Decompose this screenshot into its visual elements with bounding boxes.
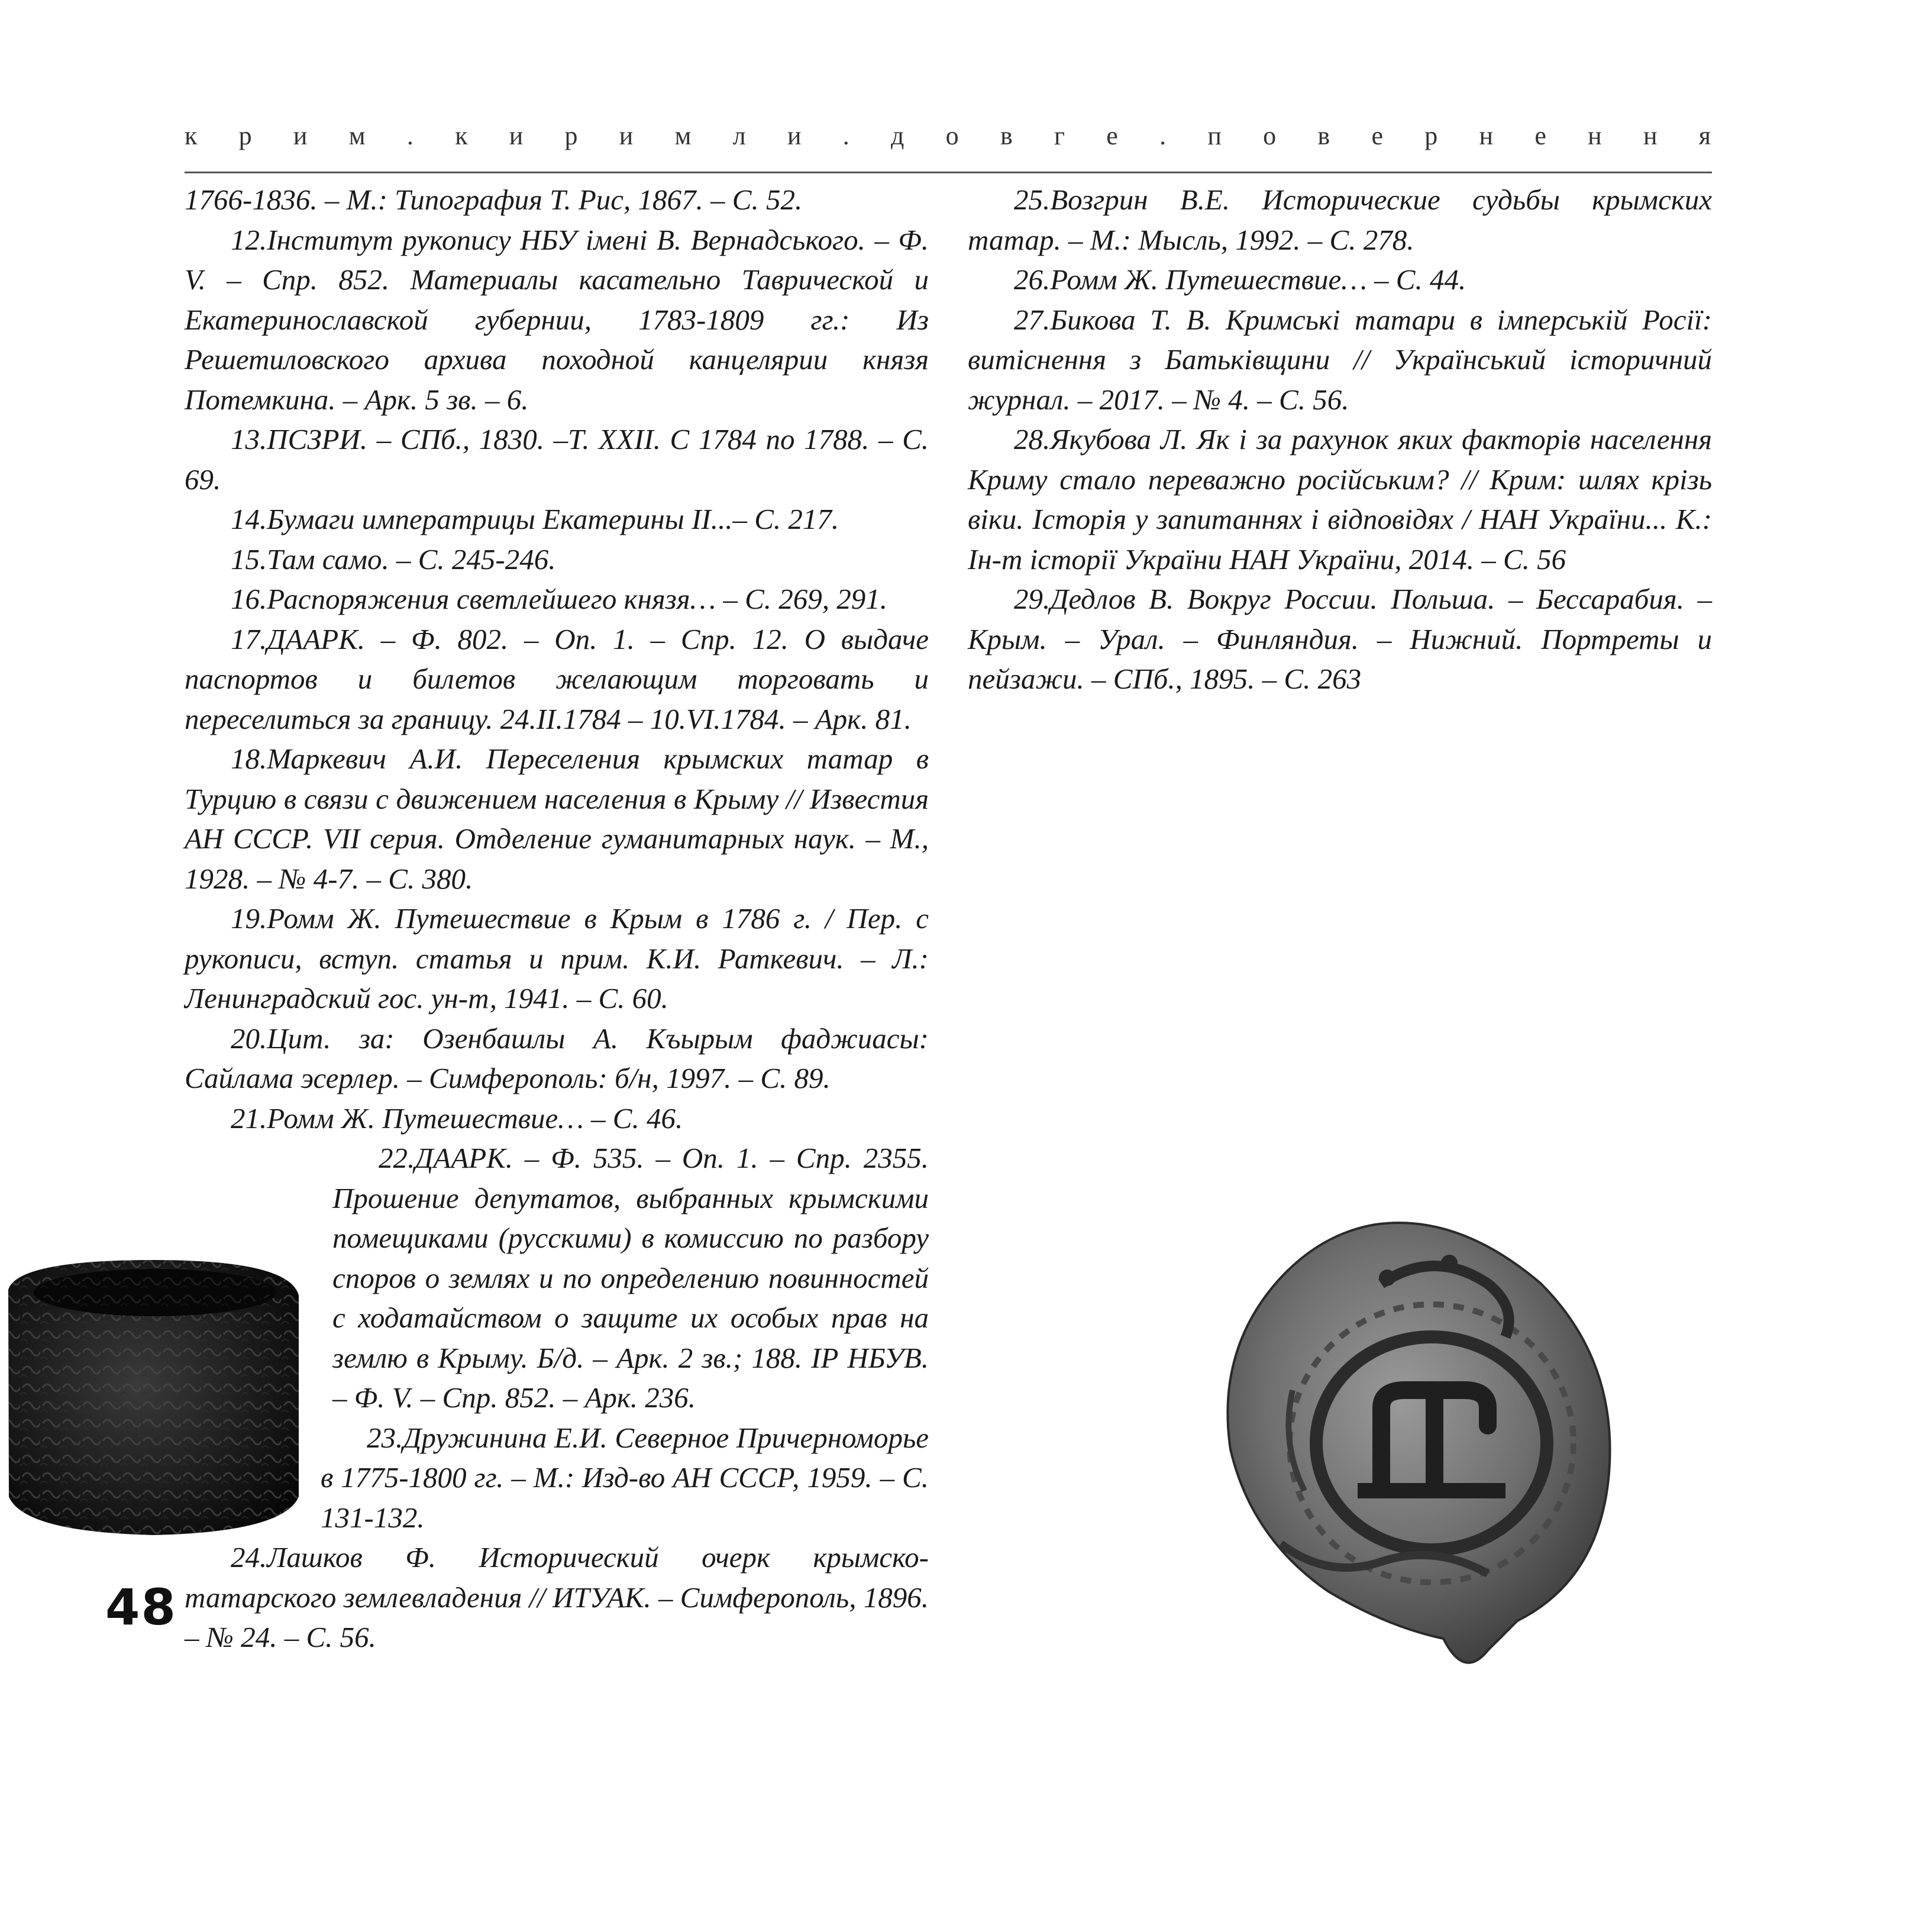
- footnote-item: 22.ДААРК. – Ф. 535. – Оп. 1. – Спр. 2355. Прошение депутатов, выбранных крымскими помещиками (русскими) в комиссию по разбору споров о землях и по определению повинностей с ходатайством о защите их особых прав на землю в Крыму. Б/д. – Арк. 2 зв.; 188. ІР НБУВ. – Ф. V. – Спр. 852. – Арк. 236.: [332, 1142, 929, 1414]
- footnote-item: 19.Ромм Ж. Путешествие в Крым в 1786 г. / Пер. с рукописи, вступ. статья и прим. К.И. Раткевич. – Л.: Ленинградский гос. ун-т, 1941. – С. 60.: [185, 902, 929, 1015]
- footnote-item: 13.ПСЗРИ. – СПб., 1830. –Т. XXII. С 1784 по 1788. – С. 69.: [185, 423, 929, 496]
- footnote-item: 23.Дружинина Е.И. Северное Причерноморье в 1775-1800 гг. – М.: Изд-во АН СССР, 1959. – С. 131-132.: [321, 1421, 929, 1534]
- footnote-item: 15.Там само. – С. 245-246.: [231, 542, 556, 576]
- fur-hat-image: [0, 1236, 308, 1544]
- footnote-item: 16.Распоряжения светлейшего князя… – С. 269, 291.: [231, 583, 888, 615]
- footnote-item: 17.ДААРК. – Ф. 802. – Оп. 1. – Спр. 12. О выдаче паспортов и билетов желающим торговать и переселиться за границу. 24.II.1784 – 10.VI.1784. – Арк. 81.: [185, 622, 929, 735]
- running-header: к р и м . к и р и м л и . д о в г е . п о в е р н е н н я: [185, 121, 1712, 150]
- footnote-item: 29.Дедлов В. Вокруг России. Польша. – Бессарабия. – Крым. – Урал. – Финляндия. – Нижний. Портреты и пейзажи. – СПб., 1895. – С. 263: [968, 583, 1712, 695]
- footnote-item: 24.Лашков Ф. Исторический очерк крымско-татарского землевладения // ИТУАК. – Симферополь, 1896. – № 24. – С. 56.: [185, 1541, 929, 1653]
- footnote-item: 20.Цит. за: Озенбашлы А. Къырым фаджиасы: Сайлама эсерлер. – Симферополь: б/н, 1997. – С. 89.: [185, 1022, 929, 1094]
- footnote-item: 18.Маркевич А.И. Переселения крымских татар в Турцию в связи с движением населения в Крыму // Известия АН СССР. VII серия. Отделение гуманитарных наук. – М., 1928. – № 4-7. – С. 380.: [185, 742, 929, 895]
- footnote-item: 26.Ромм Ж. Путешествие… – С. 44.: [1014, 263, 1466, 296]
- footnote-item: 14.Бумаги императрицы Екатерины II...– С. 217.: [231, 503, 839, 535]
- footnote-item: 28.Якубова Л. Як і за рахунок яких факторів населення Криму стало переважно російським? // Крим: шлях крізь віки. Історія у запитаннях і відповідях / НАН України... К.: Ін-т історії України НАН України, 2014. – С. 56: [968, 423, 1712, 576]
- page-number: 48: [105, 1578, 177, 1636]
- footnote-item: 27.Бикова Т. В. Кримські татари в імперській Росії: витіснення з Батьківщини // Український історичний журнал. – 2017. – № 4. – С. 56.: [968, 303, 1712, 416]
- footnote-item: 25.Возгрин В.Е. Исторические судьбы крымских татар. – М.: Мысль, 1992. – С. 278.: [968, 183, 1712, 256]
- footnote-item: 1766-1836. – М.: Типография Т. Рис, 1867. – С. 52.: [185, 183, 803, 216]
- footnote-item: 21.Ромм Ж. Путешествие… – С. 46.: [231, 1101, 683, 1135]
- coin-image: [1210, 1213, 1624, 1680]
- right-column: [968, 180, 1712, 699]
- footnote-item: 12.Інститут рукопису НБУ імені В. Вернадського. – Ф. V. – Спр. 852. Материалы касательно Таврической и Екатеринославской губернии, 1783-1809 гг.: Из Решетиловского архива походной канцелярии князя Потемкина. – Арк. 5 зв. – 6.: [185, 223, 929, 416]
- header-divider: [185, 172, 1712, 173]
